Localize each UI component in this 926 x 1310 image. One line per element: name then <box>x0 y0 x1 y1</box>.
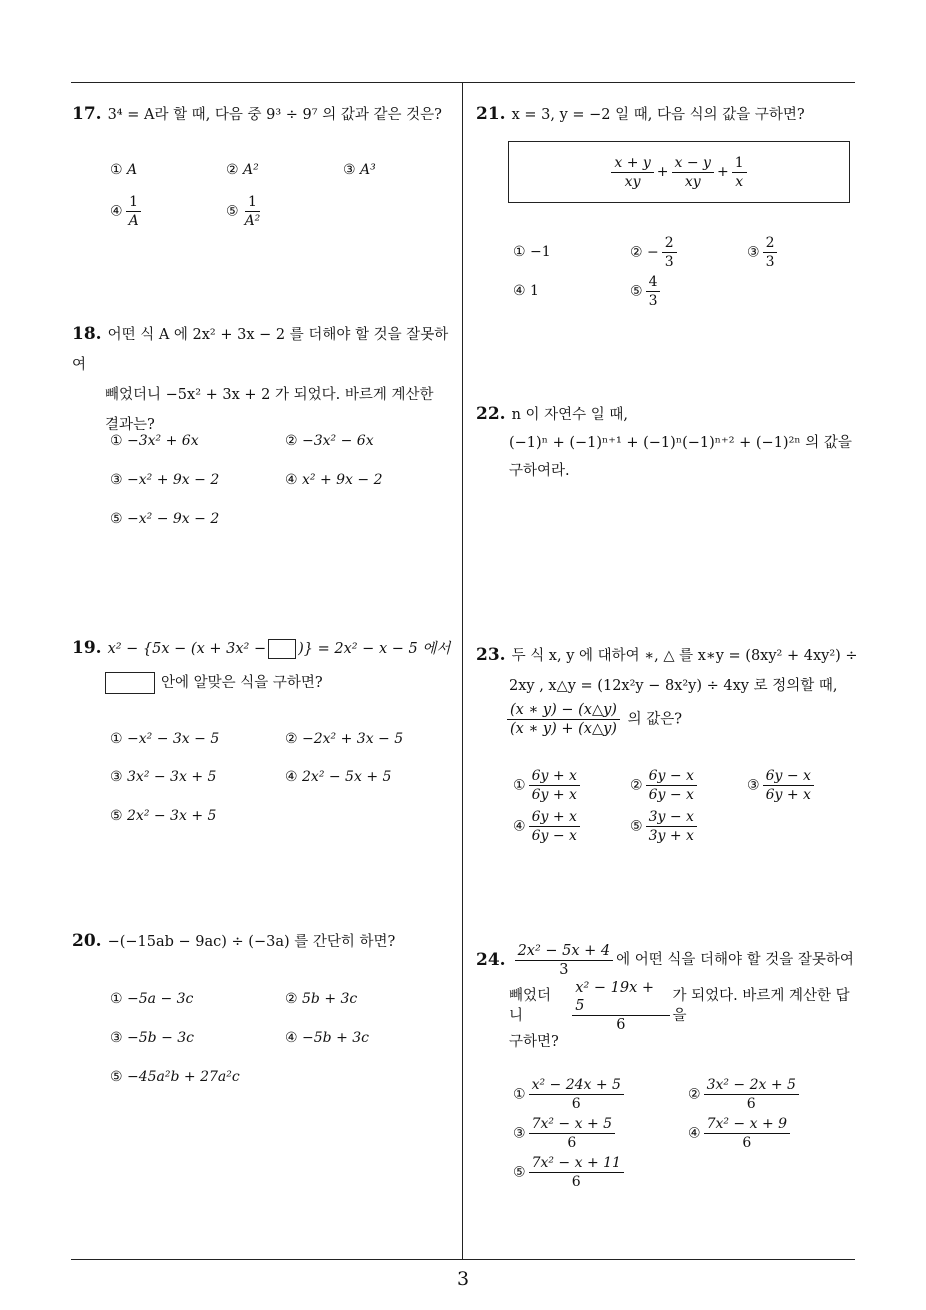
page-number: 3 <box>456 1268 470 1290</box>
question-text-line-2-tail: 가 되었다. 바르게 계산한 답을 <box>672 988 850 1024</box>
option-5[interactable]: ⑤ $\frac{3y - x}{3y + x}$ <box>630 808 700 845</box>
option-4[interactable]: ④ $\frac{6y + x}{6y - x}$ <box>513 808 583 845</box>
question-23 <box>476 640 861 738</box>
question-text-line-2: 2xy , x△y = (12x²y − 8x²y) ÷ 4xy 로 정의할 때, <box>509 678 838 694</box>
question-text: 3⁴ = A라 할 때, 다음 중 9³ ÷ 9⁷ 의 값과 같은 것은? <box>107 107 442 123</box>
option-2[interactable]: ② −2x² + 3x − 5 <box>285 731 404 747</box>
option-1[interactable]: ① A <box>110 162 138 178</box>
question-text-line-2: (−1)ⁿ + (−1)ⁿ⁺¹ + (−1)ⁿ(−1)ⁿ⁺² + (−1)²ⁿ 의 값을 <box>509 435 852 451</box>
question-text-line-1: n 이 자연수 일 때, <box>511 407 629 423</box>
option-2[interactable]: ② 5b + 3c <box>285 991 358 1007</box>
option-4[interactable]: ④ $\frac{1}{A}$ <box>110 193 145 230</box>
question-number: 19. <box>72 638 102 658</box>
option-4[interactable]: ④ −5b + 3c <box>285 1030 369 1046</box>
question-text: x = 3, y = −2 일 때, 다음 식의 값을 구하면? <box>511 107 805 123</box>
question-22 <box>476 400 861 485</box>
question-number: 17. <box>72 104 102 124</box>
fraction: $\frac{\text{2x² − 5x + 4}}{3}$ <box>515 942 614 979</box>
option-2[interactable]: ② $\frac{6y - x}{6y - x}$ <box>630 767 700 804</box>
question-19 <box>72 633 457 698</box>
fraction: $\frac{1}{A}$ <box>126 193 142 230</box>
option-2[interactable]: ② − $\frac{2}{3}$ <box>630 234 680 271</box>
question-text-line-3: 결과는? <box>105 417 155 433</box>
question-text-line-2: 안에 알맞은 식을 구하면? <box>161 675 323 691</box>
option-3[interactable]: ③ −x² + 9x − 2 <box>110 472 220 488</box>
option-5[interactable]: ⑤ −45a²b + 27a²c <box>110 1069 240 1085</box>
option-3[interactable]: ③ $\frac{\text{7x² − x + 5}}{6}$ <box>513 1115 618 1152</box>
question-text: −(−15ab − 9ac) ÷ (−3a) 를 간단히 하면? <box>107 934 396 950</box>
option-1[interactable]: ① $\frac{6y + x}{6y + x}$ <box>513 767 583 804</box>
expression-right: )} = 2x² − x − 5 에서 <box>298 641 451 657</box>
column-divider <box>462 83 463 1260</box>
fraction: $\frac{1}{\text{A²}}$ <box>244 194 261 229</box>
question-number: 18. <box>72 324 102 344</box>
question-number: 23. <box>476 645 506 665</box>
fraction: $\frac{\text{x² − 19x + 5}}{6}$ <box>572 979 669 1034</box>
expression-box: $\frac{x + y}{xy}$ + $\frac{x - y}{xy}$ + $\frac{1}{x}$ <box>508 141 850 203</box>
option-4[interactable]: ④ 2x² − 5x + 5 <box>285 769 392 785</box>
option-4[interactable]: ④ 1 <box>513 283 539 299</box>
option-1[interactable]: ① −x² − 3x − 5 <box>110 731 220 747</box>
option-3[interactable]: ③ A³ <box>343 162 376 178</box>
question-text-line-1: 에 어떤 식을 더해야 할 것을 잘못하여 <box>616 952 854 968</box>
question-text-line-1: 어떤 식 A 에 2x² + 3x − 2 를 더해야 할 것을 잘못하여 <box>72 327 449 373</box>
question-text-line-2-head: 빼었더니 <box>509 988 552 1024</box>
option-5[interactable]: ⑤ $\frac{4}{3}$ <box>630 273 663 310</box>
option-1[interactable]: ① −1 <box>513 244 551 260</box>
option-4[interactable]: ④ $\frac{\text{7x² − x + 9}}{6}$ <box>688 1115 793 1152</box>
option-5[interactable]: ⑤ $\frac{\text{7x² − x + 11}}{6}$ <box>513 1154 627 1191</box>
question-21 <box>476 99 856 130</box>
option-1[interactable]: ① $\frac{\text{x² − 24x + 5}}{6}$ <box>513 1076 627 1113</box>
question-20 <box>72 926 457 957</box>
option-1[interactable]: ① −5a − 3c <box>110 991 194 1007</box>
answer-blank <box>105 672 155 694</box>
question-number: 22. <box>476 404 506 424</box>
option-2[interactable]: ② −3x² − 6x <box>285 433 374 449</box>
option-5[interactable]: ⑤ 2x² − 3x + 5 <box>110 808 217 824</box>
bottom-rule <box>71 1259 855 1260</box>
question-text-line-3: 구하여라. <box>509 463 570 479</box>
question-number: 20. <box>72 931 102 951</box>
option-3[interactable]: ③ 3x² − 3x + 5 <box>110 769 217 785</box>
option-4[interactable]: ④ x² + 9x − 2 <box>285 472 383 488</box>
expression-left: x² − {5x − (x + 3x² − <box>107 641 267 657</box>
option-5[interactable]: ⑤ $\frac{1}{\text{A²}}$ <box>226 193 266 230</box>
option-3[interactable]: ③ $\frac{6y - x}{6y + x}$ <box>747 767 817 804</box>
option-3[interactable]: ③ −5b − 3c <box>110 1030 194 1046</box>
question-17 <box>72 99 452 130</box>
option-2[interactable]: ② $\frac{\text{3x² − 2x + 5}}{6}$ <box>688 1076 802 1113</box>
question-24 <box>476 940 861 1052</box>
option-1[interactable]: ① −3x² + 6x <box>110 433 199 449</box>
option-2[interactable]: ② A² <box>226 162 259 178</box>
question-number: 24. <box>476 950 506 970</box>
answer-blank <box>268 639 296 659</box>
question-text-line-3: 의 값은? <box>627 711 682 728</box>
top-rule <box>71 82 855 83</box>
question-text-line-3: 구하면? <box>509 1034 559 1050</box>
question-number: 21. <box>476 104 506 124</box>
question-text-line-2: 빼었더니 −5x² + 3x + 2 가 되었다. 바르게 계산한 <box>105 387 434 403</box>
fraction: $\frac{(x ∗ y) - (x\triangle y)}{(x ∗ y) + (x\triangle y)}$ <box>507 701 620 738</box>
option-3[interactable]: ③ $\frac{2}{3}$ <box>747 234 780 271</box>
question-18 <box>72 319 457 440</box>
question-text-line-1: 두 식 x, y 에 대하여 ∗, △ 를 x∗y = (8xy² + 4xy²) ÷ <box>511 648 858 664</box>
option-5[interactable]: ⑤ −x² − 9x − 2 <box>110 511 220 527</box>
